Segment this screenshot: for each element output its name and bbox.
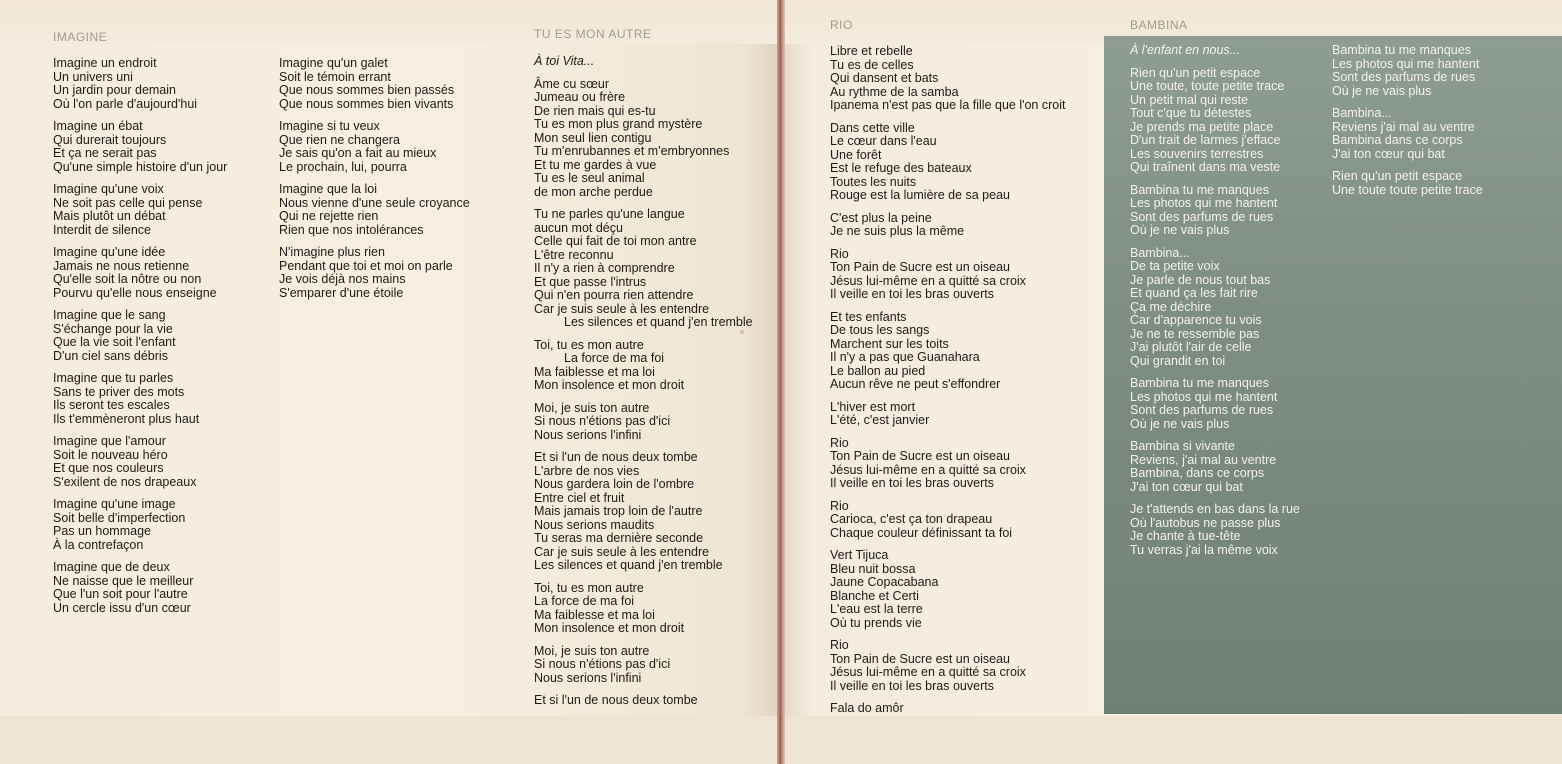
lyric-line: Bambina tu me manques	[1332, 43, 1471, 57]
stanza	[53, 309, 227, 363]
lyric-line: Sont des parfums de rues	[1332, 70, 1476, 84]
lyric-line: Pas un hommage	[53, 524, 151, 538]
lyric-line: Que rien ne changera	[279, 132, 400, 147]
imagine-column-1	[53, 57, 227, 624]
lyric-line: Rien que nos intolérances	[279, 222, 424, 237]
book-spine	[777, 0, 785, 764]
bambina-column-1-stanzas	[1130, 67, 1300, 558]
stanza	[53, 372, 227, 426]
lyric-line: Je vois déjà nos mains	[279, 272, 406, 286]
lyric-line: Il n'y a rien à comprendre	[534, 261, 675, 275]
bottom-band	[0, 716, 780, 764]
lyric-line: Jaune Copacabana	[830, 575, 939, 589]
lyric-line: Mais plutôt un débat	[53, 209, 166, 223]
lyric-line: Mon insolence et mon droit	[534, 621, 685, 635]
lyric-line: Bambina si vivante	[1130, 439, 1235, 453]
lyric-line: Qui ne rejette rien	[279, 209, 379, 223]
lyric-line: Imagine qu'une voix	[53, 182, 164, 196]
stanza	[279, 120, 470, 174]
lyric-line: Jamais ne nous retienne	[53, 258, 190, 273]
lyric-line: S'exilent de nos drapeaux	[53, 474, 197, 489]
lyric-line: Pourvu qu'elle nous enseigne	[53, 285, 217, 300]
lyric-line: Où l'on parle d'aujourd'hui	[53, 96, 198, 111]
tu-es-mon-autre-title: TU ES MON AUTRE	[534, 27, 652, 41]
lyric-line: Tout c'que tu détestes	[1130, 106, 1252, 120]
stanza	[1130, 503, 1300, 557]
lyric-line: Imagine que la loi	[279, 182, 377, 196]
stanza	[1130, 377, 1300, 431]
stanza	[53, 435, 227, 489]
lyric-line: Ne naisse que le meilleur	[53, 573, 194, 588]
lyric-line: Où l'autobus ne passe plus	[1130, 515, 1281, 530]
lyric-line: Bambina, dans ce corps	[1130, 466, 1265, 480]
lyric-line: Qu'une simple histoire d'un jour	[53, 159, 228, 174]
lyric-line: Les photos qui me hantent	[1130, 196, 1278, 210]
top-band	[0, 0, 780, 44]
lyric-line: Une toute toute petite trace	[1332, 182, 1483, 197]
lyric-line: Qu'elle soit la nôtre ou non	[53, 272, 202, 286]
lyric-line: Vert Tijuca	[830, 548, 889, 562]
lyric-line: À la contrefaçon	[53, 537, 144, 552]
lyric-line: Aucun rêve ne peut s'effondrer	[830, 377, 1001, 391]
lyric-line: Car je suis seule à les entendre	[534, 544, 710, 559]
stanza	[534, 78, 753, 200]
lyric-line: Et quand ça les fait rire	[1130, 286, 1258, 300]
stanza	[53, 561, 227, 615]
lyric-line: Et si l'un de nous deux tombe	[534, 693, 698, 707]
lyric-line: Imagine qu'une image	[53, 497, 176, 511]
lyric-line: Reviens j'ai mal au ventre	[1332, 119, 1475, 134]
stanza	[534, 339, 753, 393]
lyric-line: Interdit de silence	[53, 222, 151, 237]
stanza	[830, 248, 1065, 302]
stanza	[1130, 67, 1300, 175]
lyric-line: Imagine un endroit	[53, 56, 157, 70]
lyric-line: Bleu nuit bossa	[830, 561, 916, 576]
tu-es-mon-autre-stanzas	[534, 78, 753, 708]
lyric-line: Rio	[830, 246, 849, 261]
lyric-line: De tous les sangs	[830, 323, 930, 337]
lyric-line: Je parle de nous tout bas	[1130, 272, 1271, 287]
lyric-line: Jésus lui-même en a quitté sa croix	[830, 665, 1026, 679]
lyric-line: Tu es le seul animal	[534, 171, 645, 185]
lyric-line: Imagine que l'amour	[53, 434, 166, 448]
tu-es-mon-autre-column	[534, 55, 753, 717]
lyric-line: Et que passe l'intrus	[534, 274, 647, 289]
lyric-line: Que la vie soit l'enfant	[53, 335, 176, 349]
lyric-line: Les souvenirs terrestres	[1130, 146, 1264, 161]
stanza	[1332, 44, 1483, 98]
lyric-line: Le prochain, lui, pourra	[279, 159, 407, 174]
lyric-line: Celle qui fait de toi mon antre	[534, 234, 697, 248]
stanza	[279, 246, 470, 300]
lyric-line: Car d'apparence tu vois	[1130, 313, 1262, 327]
imagine-title: IMAGINE	[53, 30, 108, 44]
stanza	[830, 311, 1065, 392]
lyric-line: Je prends ma petite place	[1130, 119, 1274, 134]
lyric-line: Et si l'un de nous deux tombe	[534, 450, 698, 464]
lyric-line: Imagine que le sang	[53, 308, 166, 322]
lyric-line: J'ai ton cœur qui bat	[1130, 479, 1243, 494]
stanza	[534, 402, 753, 443]
lyric-line: Jésus lui-même en a quitté sa croix	[830, 462, 1026, 477]
lyric-line: Marchent sur les toits	[830, 336, 949, 351]
lyric-line: Tu m'enrubannes et m'embryonnes	[534, 144, 730, 158]
lyric-line: Imagine qu'un galet	[279, 56, 388, 70]
lyric-line: Où je ne vais plus	[1332, 83, 1432, 98]
stanza	[279, 183, 470, 237]
lyric-line: Rio	[830, 498, 849, 513]
lyric-line: Un jardin pour demain	[53, 83, 176, 97]
lyric-line: L'arbre de nos vies	[534, 463, 640, 478]
lyric-line: Tu ne parles qu'une langue	[534, 207, 685, 221]
lyric-line: Toi, tu es mon autre	[534, 337, 644, 352]
lyric-line: Ton Pain de Sucre est un oiseau	[830, 651, 1010, 666]
lyric-line: L'eau est la terre	[830, 602, 923, 616]
stanza	[534, 208, 753, 330]
lyric-line: Car je suis seule à les entendre	[534, 301, 710, 316]
lyric-line: Les photos qui me hantent	[1332, 56, 1480, 71]
lyric-line: Mon insolence et mon droit	[534, 378, 685, 392]
lyric-line: Rio	[830, 435, 849, 450]
bambina-column-2	[1332, 44, 1483, 206]
lyric-line: S'emparer d'une étoile	[279, 285, 404, 300]
lyric-line: Imagine que de deux	[53, 560, 170, 574]
lyric-line: J'ai ton cœur qui bat	[1332, 146, 1445, 161]
lyric-line: La force de ma foi	[534, 594, 635, 608]
lyric-line: Nous vienne d'une seule croyance	[279, 195, 470, 210]
stanza	[830, 45, 1065, 113]
lyric-line: Blanche et Certi	[830, 588, 919, 603]
lyric-line: Je ne te ressemble pas	[1130, 326, 1260, 341]
lyric-line: Ton Pain de Sucre est un oiseau	[830, 449, 1010, 463]
stanza	[279, 57, 470, 111]
stanza	[1130, 440, 1300, 494]
lyric-line: Moi, je suis ton autre	[534, 400, 650, 415]
rio-title: RIO	[830, 18, 853, 32]
lyric-line: Les photos qui me hantent	[1130, 389, 1278, 404]
lyric-line: Imagine un ébat	[53, 119, 143, 133]
stanza	[1130, 184, 1300, 238]
lyric-line: Je t'attends en bas dans la rue	[1130, 502, 1300, 516]
lyric-line: Il veille en toi les bras ouverts	[830, 678, 994, 693]
lyric-line: Est le refuge des bateaux	[830, 161, 972, 175]
lyric-line: Bambina...	[1130, 245, 1190, 260]
lyric-line: Mais jamais trop loin de l'autre	[534, 504, 703, 518]
lyric-line: Je ne suis plus la même	[830, 224, 965, 238]
bambina-dedication: À l'enfant en nous...	[1130, 43, 1241, 57]
lyric-line: Soit belle d'imperfection	[53, 510, 186, 525]
stanza	[1130, 247, 1300, 369]
lyric-line: Et tu me gardes à vue	[534, 157, 657, 172]
stanza	[534, 451, 753, 573]
lyric-line: Un petit mal qui reste	[1130, 92, 1249, 107]
lyric-line: Ils t'emmèneront plus haut	[53, 411, 200, 426]
lyric-line: Que nous sommes bien vivants	[279, 96, 454, 111]
bambina-column-1	[1130, 44, 1300, 566]
lyric-line: Jésus lui-même en a quitté sa croix	[830, 273, 1026, 288]
lyric-line: Que nous sommes bien passés	[279, 83, 455, 97]
lyric-line: Imagine que tu parles	[53, 371, 174, 385]
stanza	[534, 694, 753, 708]
lyric-line: Pendant que toi et moi on parle	[279, 258, 453, 273]
lyric-line: Toi, tu es mon autre	[534, 580, 644, 595]
lyric-line: Qui traînent dans ma veste	[1130, 160, 1281, 174]
left-page	[0, 0, 780, 764]
lyric-line: Chaque couleur définissant ta foi	[830, 525, 1013, 540]
tu-es-mon-autre-dedication: À toi Vita...	[534, 54, 595, 68]
stanza	[53, 498, 227, 552]
stanza	[53, 183, 227, 237]
stanza	[1332, 107, 1483, 161]
lyric-line: Le cœur dans l'eau	[830, 134, 937, 148]
stanza	[830, 549, 1065, 630]
lyric-line: Imagine si tu veux	[279, 119, 380, 133]
lyric-line: Ma faiblesse et ma loi	[534, 364, 655, 379]
stanza	[1332, 170, 1483, 197]
lyric-line: Ça me déchire	[1130, 299, 1212, 314]
lyric-line: aucun mot déçu	[534, 220, 623, 235]
lyric-line: Il veille en toi les bras ouverts	[830, 287, 994, 301]
lyric-line: Libre et rebelle	[830, 44, 913, 58]
lyric-line: Sans te priver des mots	[53, 384, 185, 399]
lyric-line: L'être reconnu	[534, 247, 614, 262]
lyric-line: Au rythme de la samba	[830, 84, 959, 99]
lyric-line: Rio	[830, 638, 849, 652]
lyric-line: Où je ne vais plus	[1130, 223, 1230, 237]
stanza	[830, 401, 1065, 428]
lyric-line: Tu seras ma dernière seconde	[534, 531, 704, 545]
paper-stain	[740, 330, 744, 334]
lyric-line: Qui durerait toujours	[53, 132, 167, 147]
stanza	[830, 122, 1065, 203]
lyric-line: Je chante à tue-tête	[1130, 529, 1241, 543]
lyric-line: Ton Pain de Sucre est un oiseau	[830, 260, 1010, 274]
lyric-line: Je sais qu'on a fait au mieux	[279, 146, 437, 160]
stanza	[830, 639, 1065, 693]
lyric-line: Ma faiblesse et ma loi	[534, 607, 655, 622]
stanza	[53, 120, 227, 174]
stanza	[830, 212, 1065, 239]
bambina-title: BAMBINA	[1130, 18, 1188, 32]
lyric-line: Qui n'en pourra rien attendre	[534, 288, 694, 302]
lyric-line: Et ça ne serait pas	[53, 146, 157, 160]
lyric-line: Reviens, j'ai mal au ventre	[1130, 452, 1277, 467]
lyric-line: Rien qu'un petit espace	[1332, 169, 1463, 183]
lyric-line: Les silences et quand j'en tremble	[534, 558, 723, 572]
lyric-line: Une toute, toute petite trace	[1130, 79, 1285, 93]
lyric-line: Tu es de celles	[830, 57, 914, 72]
lyric-line: Un cercle issu d'un cœur	[53, 600, 191, 615]
lyric-line: Sont des parfums de rues	[1130, 209, 1274, 224]
lyric-line: L'hiver est mort	[830, 399, 916, 414]
lyric-line: Sont des parfums de rues	[1130, 403, 1274, 417]
lyric-line: Où tu prends vie	[830, 615, 922, 630]
lyric-line: Fala do amôr	[830, 701, 904, 715]
lyric-line: Toutes les nuits	[830, 174, 917, 189]
lyric-line: Rien qu'un petit espace	[1130, 65, 1261, 80]
lyric-line: Ils seront tes escales	[53, 398, 170, 412]
lyric-line: Bambina...	[1332, 106, 1392, 120]
lyric-line: Soit le témoin errant	[279, 69, 391, 84]
lyric-line: Carioca, c'est ça ton drapeau	[830, 512, 993, 526]
lyric-line: Entre ciel et fruit	[534, 490, 625, 505]
lyric-line: Tu verras j'ai la même voix	[1130, 542, 1278, 557]
lyric-line: Un univers uni	[53, 69, 133, 84]
lyric-line: C'est plus la peine	[830, 210, 932, 225]
lyric-line: Qui dansent et bats	[830, 71, 939, 85]
lyric-line: La force de ma foi	[564, 351, 665, 365]
lyric-line: Ne soit pas celle qui pense	[53, 195, 203, 210]
stanza	[830, 437, 1065, 491]
lyric-line: Et tes enfants	[830, 309, 907, 324]
lyric-line: Il veille en toi les bras ouverts	[830, 476, 994, 490]
lyric-line: Bambina dans ce corps	[1332, 133, 1463, 147]
lyric-line: Ipanema n'est pas que la fille que l'on croit	[830, 98, 1066, 112]
lyric-line: Il n'y a pas que Guanahara	[830, 350, 980, 364]
lyric-line: D'un trait de larmes j'efface	[1130, 133, 1281, 147]
lyric-line: Une forêt	[830, 147, 882, 162]
stanza	[830, 500, 1065, 541]
lyric-line: Imagine qu'une idée	[53, 245, 166, 259]
stanza	[53, 57, 227, 111]
rio-column	[830, 45, 1065, 725]
lyric-line: Bambina tu me manques	[1130, 376, 1269, 390]
lyric-line: D'un ciel sans débris	[53, 348, 168, 363]
lyric-line: Le ballon au pied	[830, 363, 926, 378]
lyric-line: Bambina tu me manques	[1130, 182, 1269, 197]
lyric-line: Les silences et quand j'en tremble	[564, 315, 753, 329]
stanza	[830, 702, 1065, 716]
lyric-line: Si nous n'étions pas d'ici	[534, 657, 671, 671]
lyric-line: Dans cette ville	[830, 120, 915, 135]
stanza	[534, 645, 753, 686]
lyric-line: Nous serions l'infini	[534, 427, 642, 442]
right-page	[782, 0, 1562, 764]
lyric-line: de mon arche perdue	[534, 184, 653, 199]
lyric-line: J'ai plutôt l'air de celle	[1130, 340, 1252, 354]
lyric-line: Mon seul lien contigu	[534, 130, 652, 145]
lyric-line: Où je ne vais plus	[1130, 416, 1230, 431]
lyric-line: Que l'un soit pour l'autre	[53, 587, 188, 601]
lyric-line: N'imagine plus rien	[279, 245, 385, 259]
lyric-line: Nous gardera loin de l'ombre	[534, 477, 695, 491]
lyric-line: Et que nos couleurs	[53, 461, 164, 475]
lyric-line: Nous serions maudits	[534, 517, 655, 532]
lyric-line: Rouge est la lumière de sa peau	[830, 188, 1010, 202]
lyric-line: Tu es mon plus grand mystère	[534, 117, 703, 131]
lyric-line: Âme cu sœur	[534, 76, 610, 91]
lyric-line: De rien mais qui es-tu	[534, 103, 656, 118]
lyric-line: S'échange pour la vie	[53, 321, 173, 336]
lyric-line: Si nous n'étions pas d'ici	[534, 414, 671, 428]
lyric-line: Nous serions l'infini	[534, 670, 642, 685]
lyric-line: L'été, c'est janvier	[830, 413, 930, 427]
lyric-line: Qui grandit en toi	[1130, 353, 1226, 368]
lyric-line: Jumeau ou frère	[534, 90, 626, 104]
imagine-column-2	[279, 57, 470, 309]
lyric-line: De ta petite voix	[1130, 259, 1220, 273]
lyric-line: Soit le nouveau héro	[53, 447, 168, 462]
lyric-line: Moi, je suis ton autre	[534, 643, 650, 658]
stanza	[53, 246, 227, 300]
stanza	[534, 582, 753, 636]
